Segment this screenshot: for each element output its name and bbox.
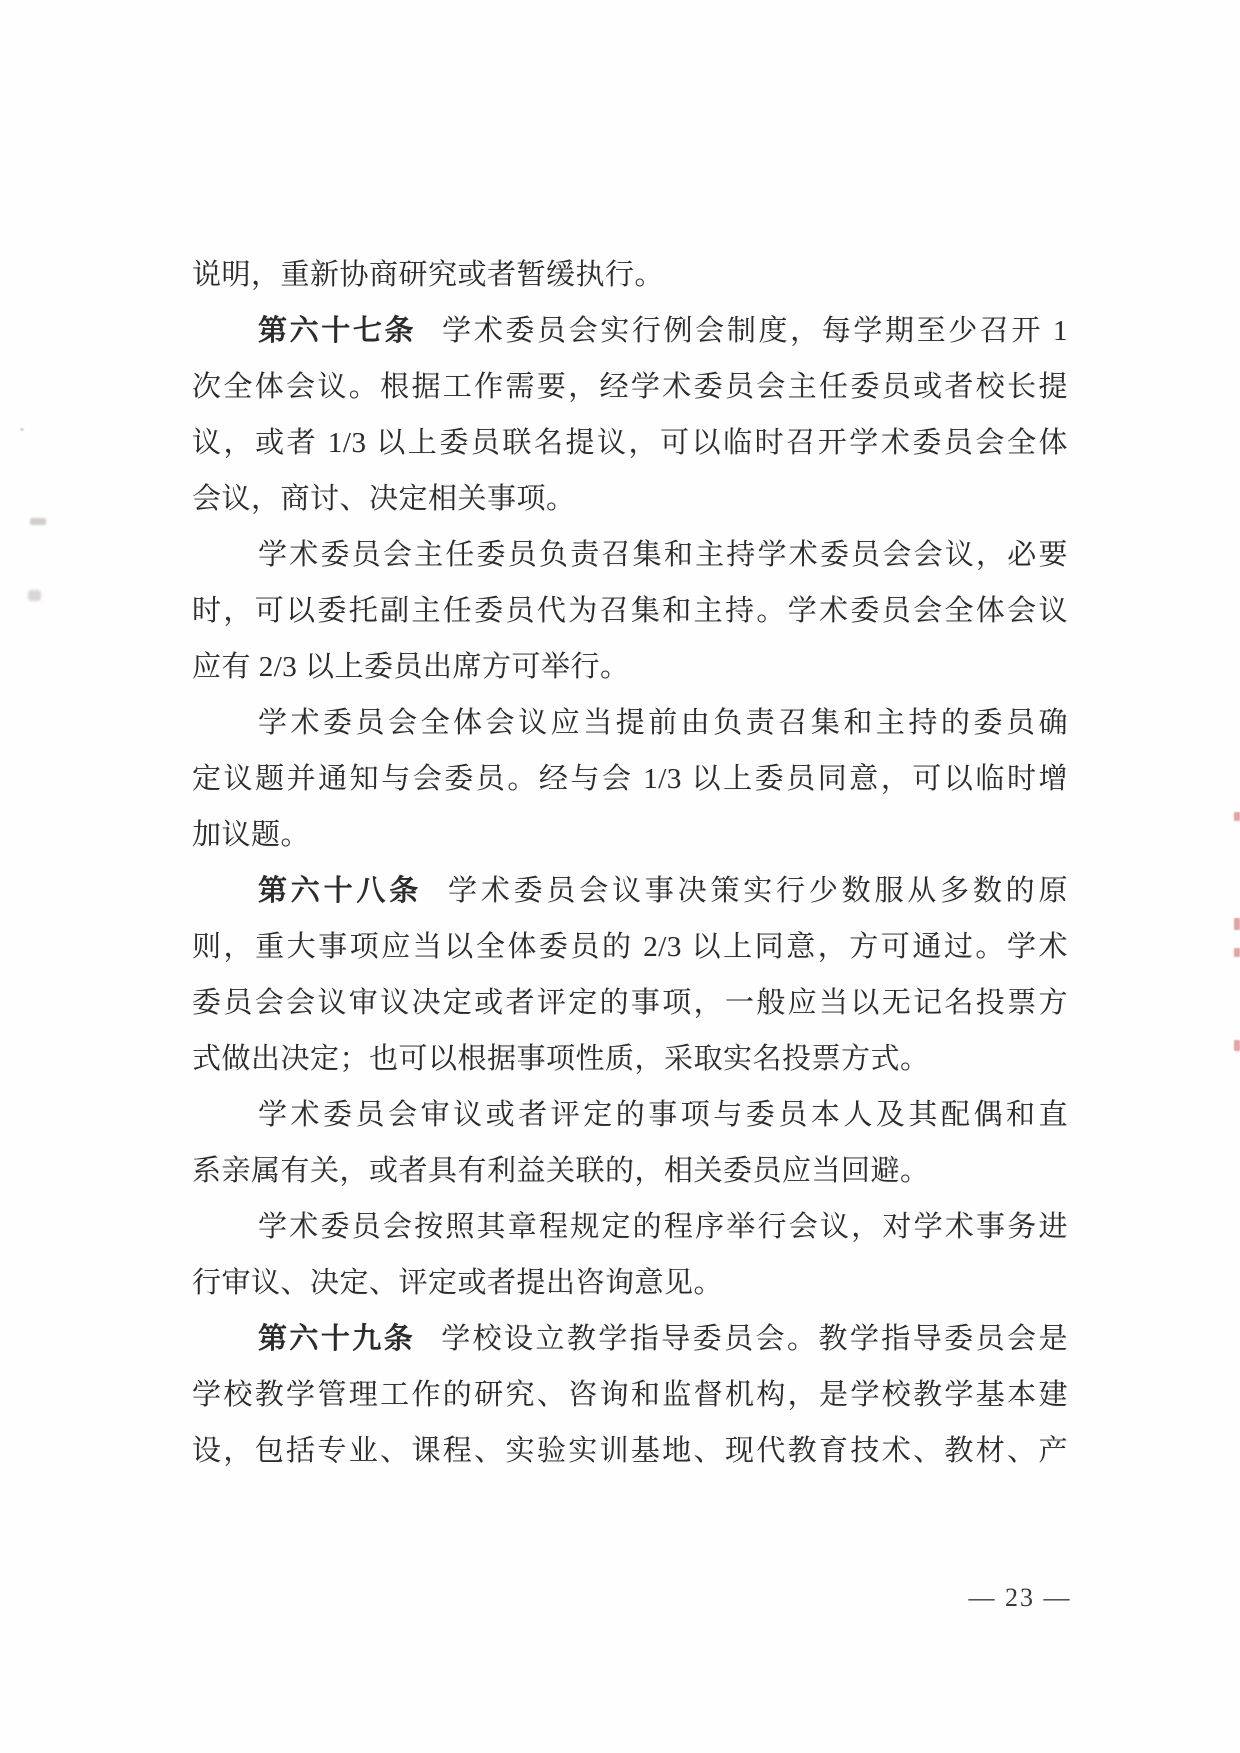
line-text: 学校设立教学指导委员会。教学指导委员会是 bbox=[441, 1323, 1068, 1355]
text-line bbox=[192, 751, 1068, 807]
text-line bbox=[192, 1423, 1068, 1479]
text-line bbox=[192, 863, 1068, 919]
line-text: 应有 2/3 以上委员出席方可举行。 bbox=[192, 651, 630, 683]
text-line bbox=[192, 807, 1068, 863]
document-body bbox=[192, 247, 1068, 1479]
text-line bbox=[192, 639, 1068, 695]
line-text: 学校教学管理工作的研究、咨询和监督机构，是学校教学基本建 bbox=[192, 1379, 1068, 1411]
scan-red-mark bbox=[1234, 918, 1240, 930]
line-text: 次全体会议。根据工作需要，经学术委员会主任委员或者校长提 bbox=[192, 371, 1068, 403]
text-line bbox=[192, 1255, 1068, 1311]
page-number: — 23 — bbox=[968, 1583, 1072, 1612]
scan-red-mark bbox=[1234, 948, 1240, 957]
text-line bbox=[192, 1087, 1068, 1143]
text-line bbox=[192, 1199, 1068, 1255]
line-text: 学术委员会全体会议应当提前由负责召集和主持的委员确 bbox=[258, 707, 1068, 739]
text-line bbox=[192, 247, 1068, 303]
line-text: 行审议、决定、评定或者提出咨询意见。 bbox=[192, 1267, 724, 1299]
line-text: 学术委员会按照其章程规定的程序举行会议，对学术事务进 bbox=[258, 1211, 1068, 1243]
scan-smudge bbox=[30, 518, 46, 525]
text-line bbox=[192, 471, 1068, 527]
text-line bbox=[192, 975, 1068, 1031]
text-line bbox=[192, 527, 1068, 583]
line-text: 说明，重新协商研究或者暂缓执行。 bbox=[192, 259, 665, 291]
line-text: 时，可以委托副主任委员代为召集和主持。学术委员会全体会议 bbox=[192, 595, 1068, 627]
text-line bbox=[192, 303, 1068, 359]
line-text: 学术委员会主任委员负责召集和主持学术委员会会议，必要 bbox=[258, 539, 1068, 571]
line-text: 则，重大事项应当以全体委员的 2/3 以上同意，方可通过。学术 bbox=[192, 931, 1068, 963]
line-text: 学术委员会实行例会制度，每学期至少召开 1 bbox=[442, 315, 1068, 347]
line-text: 加议题。 bbox=[192, 819, 311, 851]
line-text: 议，或者 1/3 以上委员联名提议，可以临时召开学术委员会全体 bbox=[192, 427, 1068, 459]
line-text: 系亲属有关，或者具有利益关联的，相关委员应当回避。 bbox=[192, 1155, 930, 1187]
text-line bbox=[192, 1031, 1068, 1087]
scan-red-mark bbox=[1234, 812, 1240, 821]
text-line bbox=[192, 415, 1068, 471]
text-line bbox=[192, 1311, 1068, 1367]
scan-red-mark bbox=[1234, 1040, 1240, 1051]
line-text: 学术委员会审议或者评定的事项与委员本人及其配偶和直 bbox=[258, 1099, 1068, 1131]
line-text: 式做出决定；也可以根据事项性质，采取实名投票方式。 bbox=[192, 1043, 930, 1075]
line-text: 设，包括专业、课程、实验实训基地、现代教育技术、教材、产 bbox=[192, 1435, 1068, 1467]
text-line bbox=[192, 1143, 1068, 1199]
text-line bbox=[192, 695, 1068, 751]
line-text: 会议，商讨、决定相关事项。 bbox=[192, 483, 576, 515]
line-text: 学术委员会议事决策实行少数服从多数的原 bbox=[448, 875, 1068, 907]
article-number-bold: 第六十九条 bbox=[258, 1323, 416, 1355]
text-line bbox=[192, 919, 1068, 975]
line-text: 委员会会议审议决定或者评定的事项，一般应当以无记名投票方 bbox=[192, 987, 1068, 1019]
text-line bbox=[192, 1367, 1068, 1423]
article-number-bold: 第六十八条 bbox=[258, 875, 423, 907]
scan-speck bbox=[20, 428, 24, 431]
text-line bbox=[192, 583, 1068, 639]
scan-smudge bbox=[28, 590, 41, 601]
text-line bbox=[192, 359, 1068, 415]
article-number-bold: 第六十七条 bbox=[258, 315, 417, 347]
line-text: 定议题并通知与会委员。经与会 1/3 以上委员同意，可以临时增 bbox=[192, 763, 1068, 795]
